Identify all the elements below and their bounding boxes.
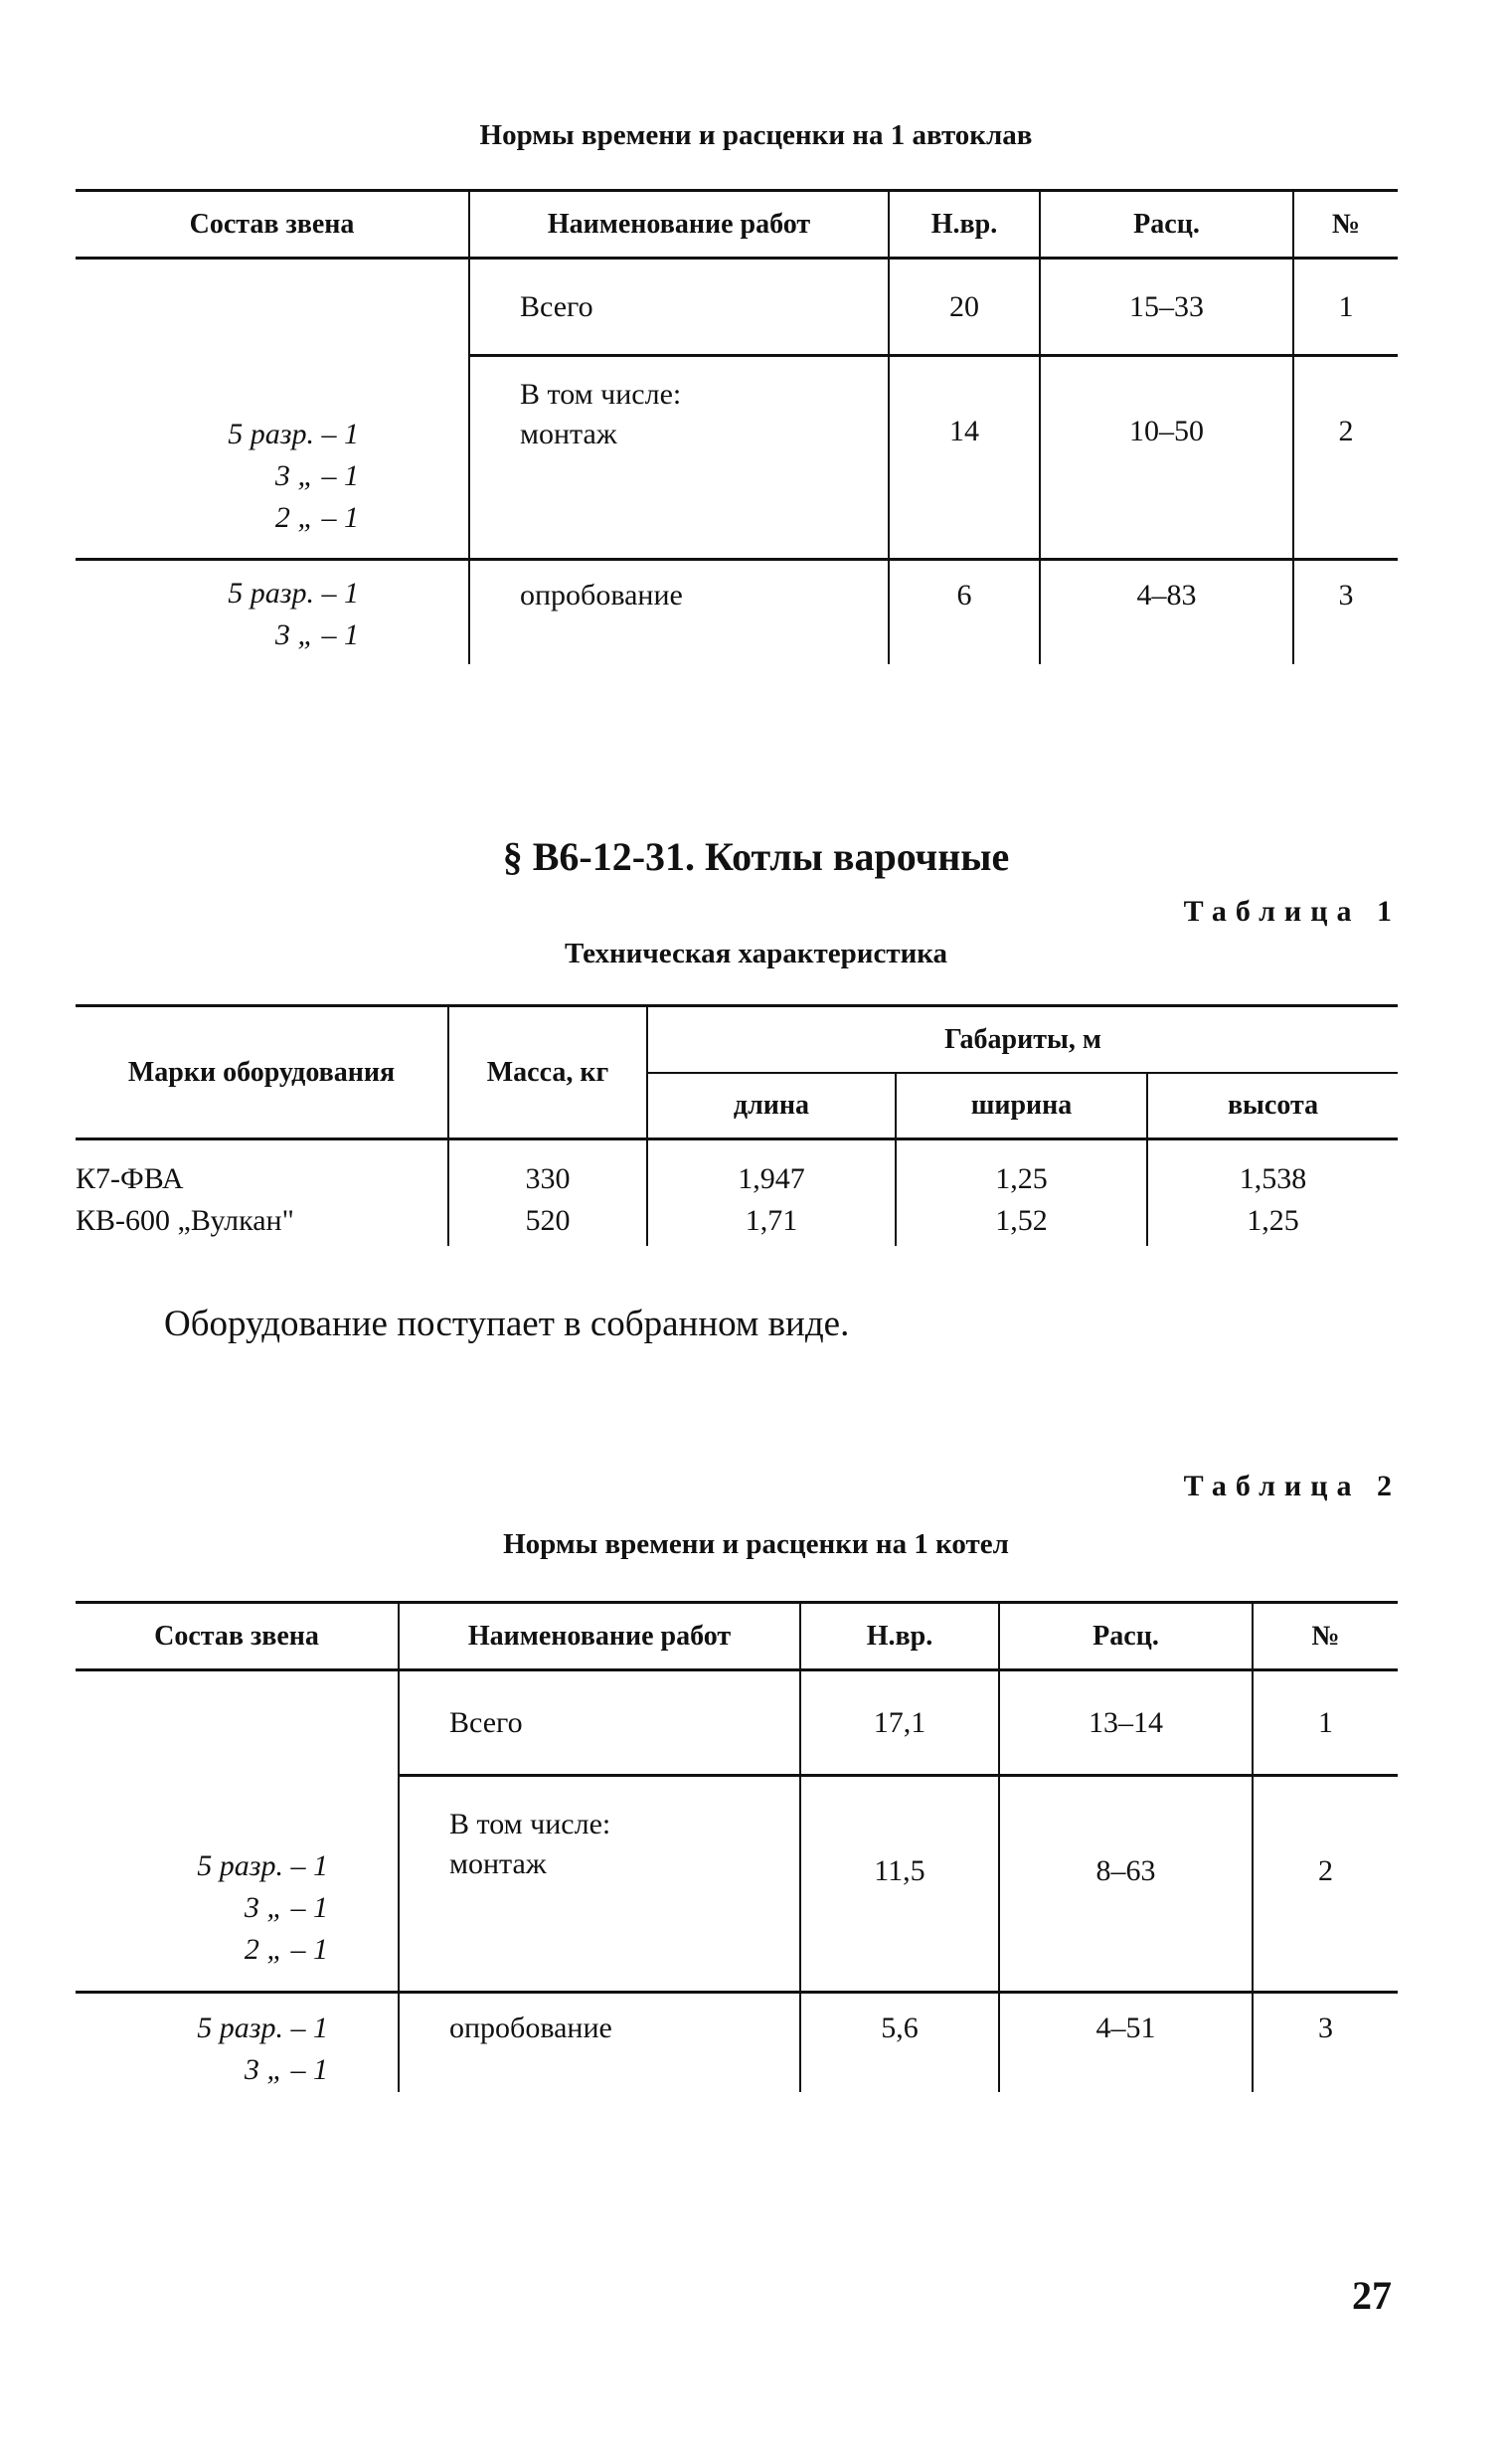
table1-caption: Нормы времени и расценки на 1 автоклав [479, 119, 1033, 151]
crew-cell: 5 разр. – 1 3 „ – 1 2 „ – 1 [76, 356, 469, 560]
work-cell: В том числе: монтаж [469, 356, 889, 560]
col-header-work: Наименование работ [469, 191, 889, 259]
col-header-length: длина [647, 1073, 896, 1139]
price-cell: 8–63 [999, 1776, 1253, 1993]
height-cell: 1,538 1,25 [1147, 1139, 1398, 1247]
number-cell: 3 [1253, 1993, 1398, 2092]
price-cell: 10–50 [1040, 356, 1293, 560]
price-cell: 4–83 [1040, 560, 1293, 664]
price-cell: 13–14 [999, 1670, 1253, 1776]
col-header-height: высота [1147, 1073, 1398, 1139]
length-cell: 1,947 1,71 [647, 1139, 896, 1247]
col-header-crew: Состав звена [76, 191, 469, 259]
table-label-1: Таблица 1 [1183, 895, 1401, 928]
col-header-norm: Н.вр. [800, 1603, 999, 1670]
table-row [76, 1670, 1398, 1776]
table2-caption: Нормы времени и расценки на 1 котел [503, 1528, 1009, 1560]
crew-cell: 5 разр. – 1 3 „ – 1 [197, 2012, 328, 2086]
col-header-mass: Масса, кг [448, 1006, 647, 1139]
col-header-norm: Н.вр. [889, 191, 1040, 259]
crew-cell: 5 разр. – 1 3 „ – 1 [228, 577, 359, 651]
mass-cell: 330 520 [448, 1139, 647, 1247]
norm-cell: 11,5 [800, 1776, 999, 1993]
norm-cell: 17,1 [800, 1670, 999, 1776]
number-cell: 2 [1293, 356, 1398, 560]
col-header-crew: Состав звена [76, 1603, 399, 1670]
boiler-norms-table [76, 1601, 1398, 2092]
number-cell: 1 [1253, 1670, 1398, 1776]
page-number: 27 [1352, 2273, 1392, 2318]
work-cell: опробование [399, 1993, 800, 2092]
col-header-number: № [1293, 191, 1398, 259]
work-cell: Всего [399, 1670, 800, 1776]
col-header-price: Расц. [999, 1603, 1253, 1670]
col-header-brand: Марки оборудования [76, 1006, 448, 1139]
col-header-price: Расц. [1040, 191, 1293, 259]
table-row [76, 560, 1398, 664]
norm-cell: 6 [889, 560, 1040, 664]
crew-cell [76, 259, 469, 356]
number-cell: 2 [1253, 1776, 1398, 1993]
table-row [76, 1776, 1398, 1993]
table-row [76, 356, 1398, 560]
crew-cell: 5 разр. – 1 3 „ – 1 2 „ – 1 [76, 1776, 399, 1993]
table-label-2: Таблица 2 [1183, 1470, 1401, 1502]
price-cell: 15–33 [1040, 259, 1293, 356]
norm-cell: 5,6 [800, 1993, 999, 2092]
technical-characteristics-table [76, 1004, 1398, 1246]
number-cell: 3 [1293, 560, 1398, 664]
table-row [76, 1993, 1398, 2092]
table-row [76, 1139, 1398, 1247]
work-cell: Всего [469, 259, 889, 356]
work-cell: В том числе: монтаж [399, 1776, 800, 1993]
col-header-work: Наименование работ [399, 1603, 800, 1670]
crew-cell [76, 1670, 399, 1776]
brand-cell: К7-ФВА КВ-600 „Вулкан" [76, 1162, 294, 1237]
table-row [76, 259, 1398, 356]
width-cell: 1,25 1,52 [896, 1139, 1147, 1247]
norm-cell: 14 [889, 356, 1040, 560]
delivery-note: Оборудование поступает в собранном виде. [164, 1304, 850, 1344]
section-title: § В6-12-31. Котлы варочные [502, 834, 1010, 879]
col-header-width: ширина [896, 1073, 1147, 1139]
col-header-number: № [1253, 1603, 1398, 1670]
tech-caption: Техническая характеристика [564, 938, 948, 969]
price-cell: 4–51 [999, 1993, 1253, 2092]
work-cell: опробование [469, 560, 889, 664]
autoclave-norms-table [76, 189, 1398, 664]
number-cell: 1 [1293, 259, 1398, 356]
col-header-dimensions: Габариты, м [647, 1006, 1398, 1074]
norm-cell: 20 [889, 259, 1040, 356]
